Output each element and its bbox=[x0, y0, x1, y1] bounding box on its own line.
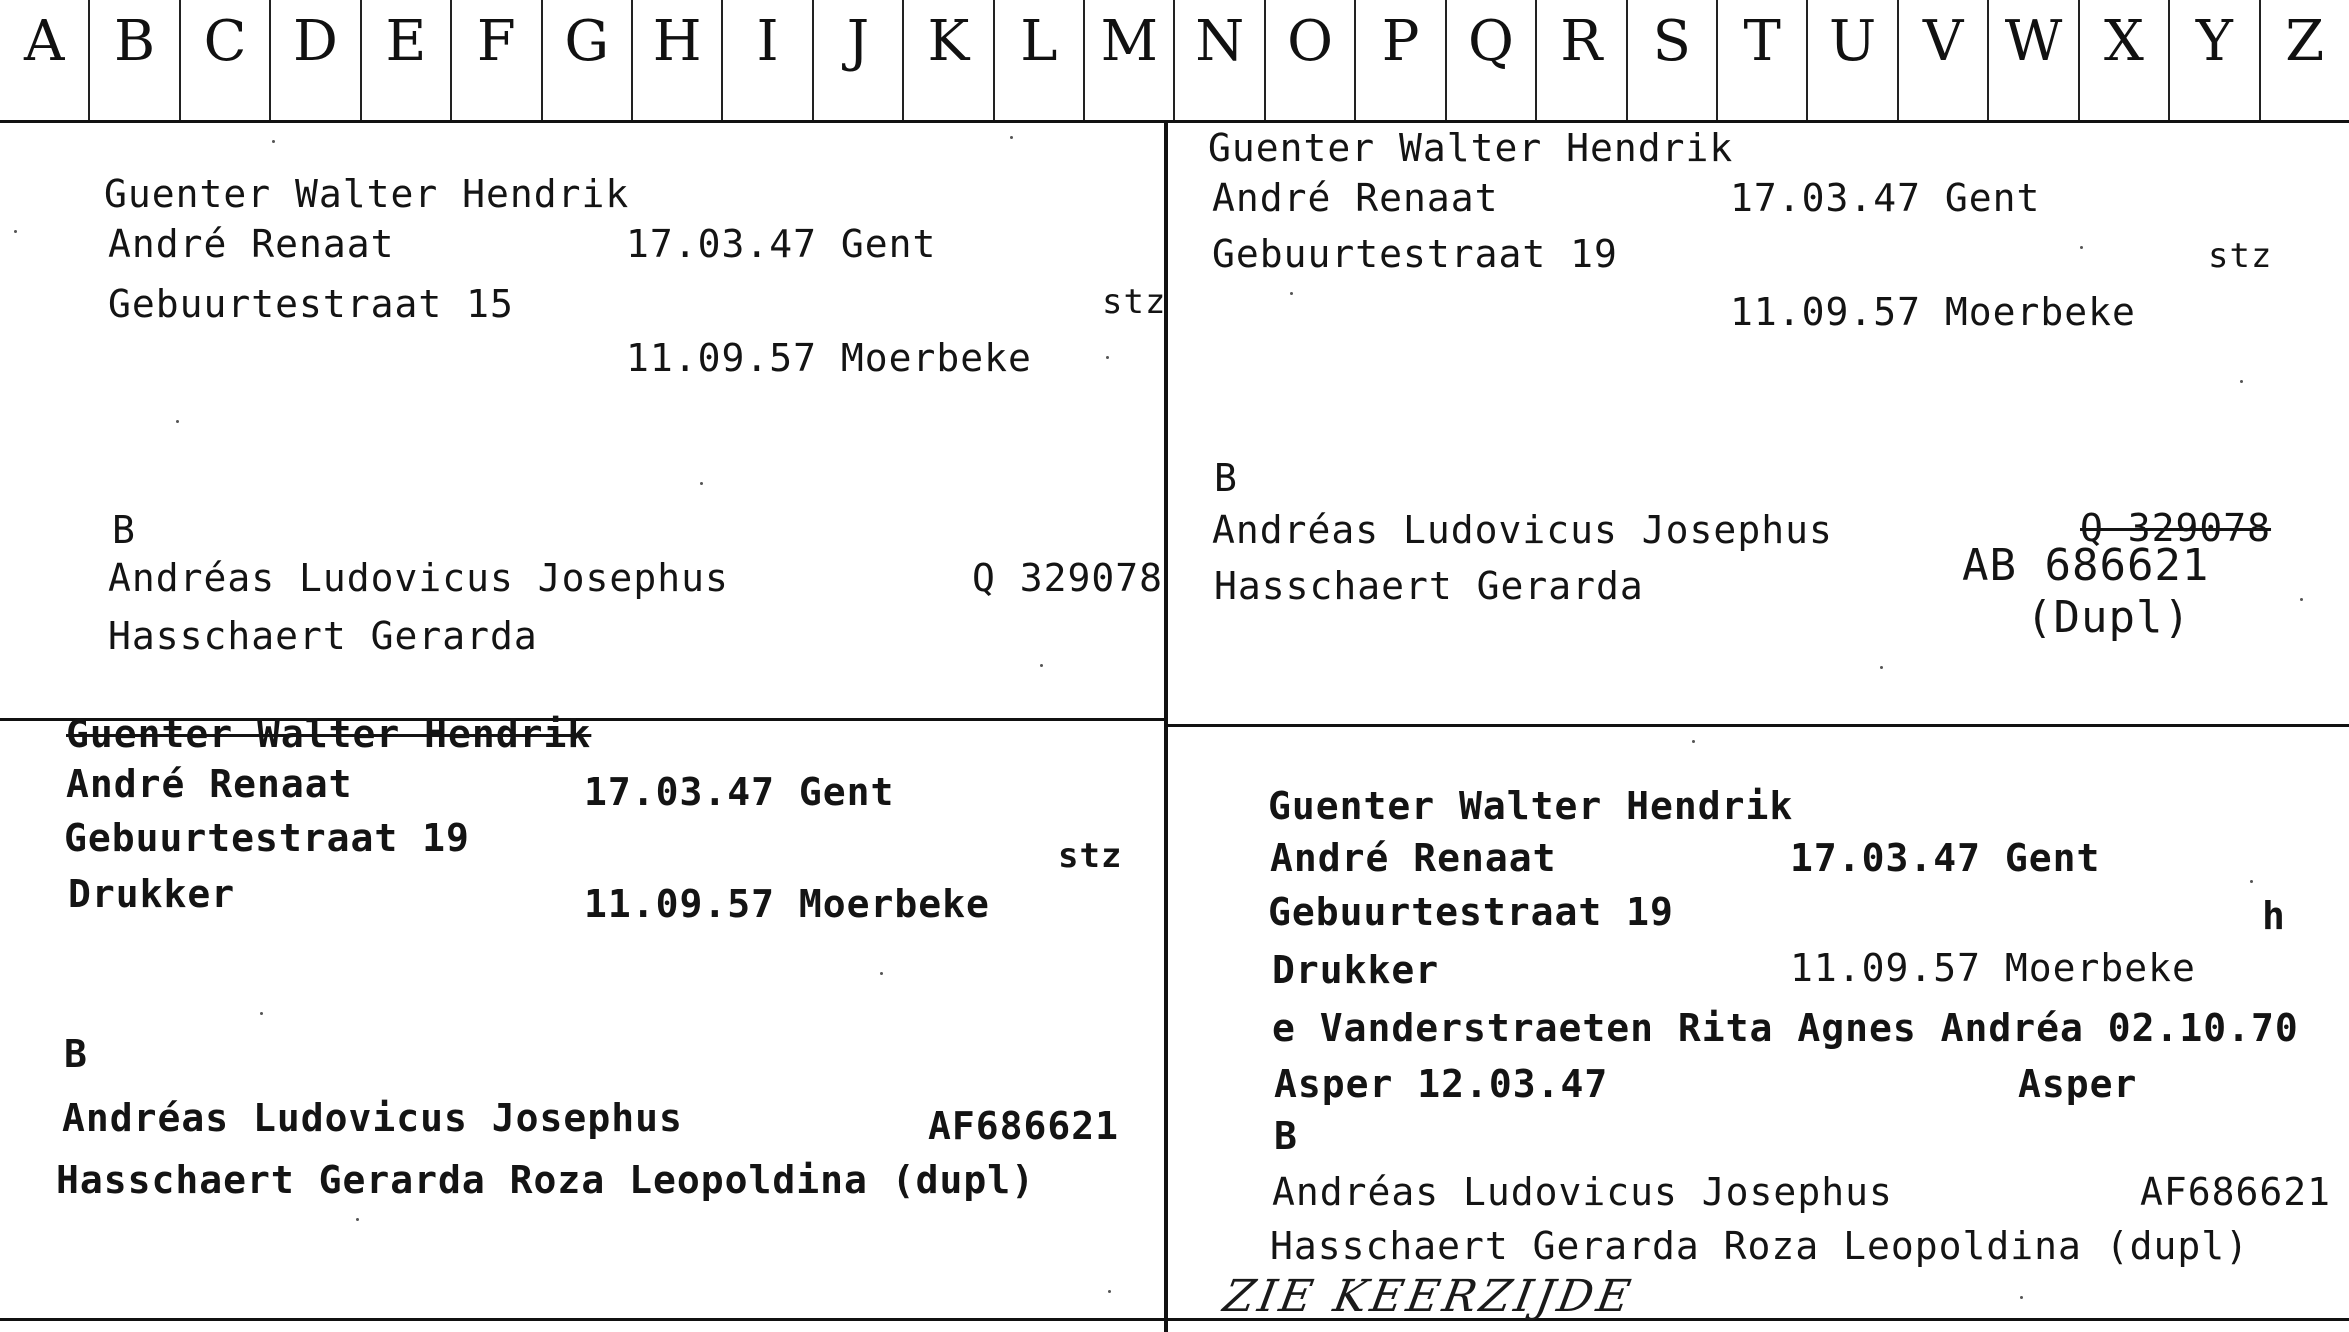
card-divider-right bbox=[1166, 724, 2349, 727]
given-names-line-1: Guenter Walter Hendrik bbox=[1268, 784, 1794, 828]
index-letter-j[interactable]: J bbox=[814, 0, 904, 120]
scan-speck bbox=[14, 230, 17, 233]
address: Gebuurtestraat 19 bbox=[1268, 890, 1674, 934]
index-letter-q[interactable]: Q bbox=[1447, 0, 1537, 120]
index-letter-k[interactable]: K bbox=[904, 0, 994, 120]
birth-date-place: 17.03.47 Gent bbox=[626, 222, 937, 266]
index-letter-e[interactable]: E bbox=[362, 0, 452, 120]
mother-name: Hasschaert Gerarda bbox=[1214, 564, 1644, 608]
scan-speck bbox=[1040, 664, 1043, 667]
index-letter-y[interactable]: Y bbox=[2170, 0, 2260, 120]
scan-speck bbox=[176, 420, 179, 423]
mother-name: Hasschaert Gerarda bbox=[108, 614, 538, 658]
birth-date-place: 17.03.47 Gent bbox=[1790, 836, 2101, 880]
index-letter-f[interactable]: F bbox=[452, 0, 542, 120]
scan-speck bbox=[1692, 740, 1695, 743]
scan-speck bbox=[260, 1012, 263, 1015]
card-divider-bottom bbox=[0, 1318, 2349, 1321]
index-letter-u[interactable]: U bbox=[1808, 0, 1898, 120]
category-code: B bbox=[1274, 1114, 1298, 1158]
index-letter-d[interactable]: D bbox=[271, 0, 361, 120]
scan-speck bbox=[2020, 1296, 2023, 1299]
alphabet-index bbox=[0, 0, 2349, 123]
index-letter-p[interactable]: P bbox=[1356, 0, 1446, 120]
document-number: AF686621 bbox=[928, 1104, 1120, 1148]
scan-speck bbox=[356, 1218, 359, 1221]
document-number-crossed-out: Q 329078 bbox=[2080, 506, 2272, 550]
father-name: Andréas Ludovicus Josephus bbox=[1212, 508, 1833, 552]
birth-date-place: 17.03.47 Gent bbox=[1730, 176, 2041, 220]
scan-speck bbox=[2250, 880, 2253, 883]
status-code: stz bbox=[2208, 236, 2273, 276]
index-letter-m[interactable]: M bbox=[1085, 0, 1175, 120]
duplicate-note: (Dupl) bbox=[2026, 592, 2191, 643]
document-number: AF686621 bbox=[2140, 1170, 2332, 1214]
index-letter-h[interactable]: H bbox=[633, 0, 723, 120]
index-letter-a[interactable]: A bbox=[0, 0, 90, 120]
index-letter-z[interactable]: Z bbox=[2285, 9, 2325, 74]
index-letter-c[interactable]: C bbox=[181, 0, 271, 120]
mother-name: Hasschaert Gerarda Roza Leopoldina (dupl) bbox=[1270, 1224, 2249, 1268]
handwritten-note: ZIE KEERZIJDE bbox=[1219, 1271, 1638, 1322]
given-names-line-1: Guenter Walter Hendrik bbox=[66, 712, 592, 756]
given-names-line-1: Guenter Walter Hendrik bbox=[104, 172, 630, 216]
scan-speck bbox=[2080, 246, 2083, 249]
father-name: Andréas Ludovicus Josephus bbox=[1272, 1170, 1893, 1214]
scan-speck bbox=[1106, 356, 1109, 359]
index-letter-n[interactable]: N bbox=[1175, 0, 1265, 120]
address: Gebuurtestraat 15 bbox=[108, 282, 514, 326]
scan-speck bbox=[1010, 136, 1013, 139]
index-letter-i[interactable]: I bbox=[723, 0, 813, 120]
category-code: B bbox=[64, 1032, 88, 1076]
scan-speck bbox=[880, 972, 883, 975]
father-name: Andréas Ludovicus Josephus bbox=[108, 556, 729, 600]
occupation: Drukker bbox=[1272, 948, 1440, 992]
given-names-line-2: André Renaat bbox=[108, 222, 395, 266]
scan-speck bbox=[2300, 598, 2303, 601]
registration-date-place: 11.09.57 Moerbeke bbox=[626, 336, 1032, 380]
index-letter-w[interactable]: W bbox=[1989, 0, 2079, 120]
father-name: Andréas Ludovicus Josephus bbox=[62, 1096, 683, 1140]
spouse-place: Asper bbox=[2018, 1062, 2138, 1106]
category-code: B bbox=[112, 508, 136, 552]
document-number: Q 329078 bbox=[972, 556, 1164, 600]
scan-speck bbox=[2240, 380, 2243, 383]
given-names-line-1: Guenter Walter Hendrik bbox=[1208, 126, 1734, 170]
scan-speck bbox=[1108, 1290, 1111, 1293]
scan-speck bbox=[1880, 666, 1883, 669]
status-code: h bbox=[2262, 894, 2286, 938]
index-letter-l[interactable]: L bbox=[995, 0, 1085, 120]
index-letter-g[interactable]: G bbox=[543, 0, 633, 120]
scan-speck bbox=[1290, 292, 1293, 295]
document-number: AB 686621 bbox=[1962, 540, 2210, 591]
scan-speck bbox=[700, 482, 703, 485]
mother-name: Hasschaert Gerarda Roza Leopoldina (dupl) bbox=[56, 1158, 1035, 1202]
registration-date-place: 11.09.57 Moerbeke bbox=[1730, 290, 2136, 334]
given-names-line-2: André Renaat bbox=[1212, 176, 1499, 220]
scan-speck bbox=[272, 140, 275, 143]
index-letter-s[interactable]: S bbox=[1628, 0, 1718, 120]
spouse-line: e Vanderstraeten Rita Agnes Andréa 02.10.70 bbox=[1272, 1006, 2299, 1050]
given-names-line-2: André Renaat bbox=[66, 762, 353, 806]
index-letter-b[interactable]: B bbox=[90, 0, 180, 120]
given-names-line-2: André Renaat bbox=[1270, 836, 1557, 880]
address: Gebuurtestraat 19 bbox=[1212, 232, 1618, 276]
index-letter-x[interactable]: X bbox=[2080, 0, 2170, 120]
birth-date-place: 17.03.47 Gent bbox=[584, 770, 895, 814]
occupation: Drukker bbox=[68, 872, 236, 916]
address: Gebuurtestraat 19 bbox=[64, 816, 470, 860]
index-letter-v[interactable]: V bbox=[1899, 0, 1989, 120]
spouse-birth: Asper 12.03.47 bbox=[1274, 1062, 1609, 1106]
index-letter-o[interactable]: O bbox=[1266, 0, 1356, 120]
category-code: B bbox=[1214, 456, 1238, 500]
status-code: stz bbox=[1102, 282, 1167, 322]
registration-date-place: 11.09.57 Moerbeke bbox=[584, 882, 990, 926]
index-letter-r[interactable]: R bbox=[1537, 0, 1627, 120]
registration-date-place: 11.09.57 Moerbeke bbox=[1790, 946, 2196, 990]
status-code: stz bbox=[1058, 836, 1123, 876]
index-letter-t[interactable]: T bbox=[1718, 0, 1808, 120]
